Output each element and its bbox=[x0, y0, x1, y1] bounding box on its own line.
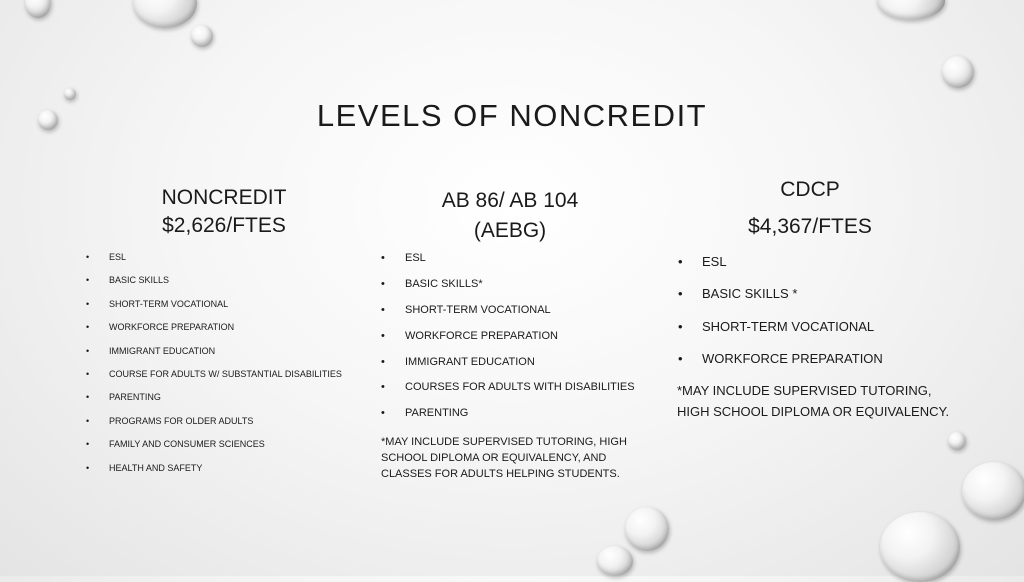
list-item-label: IMMIGRANT EDUCATION bbox=[405, 355, 535, 368]
water-drop-decoration bbox=[948, 432, 966, 450]
list-item-label: FAMILY AND CONSUMER SCIENCES bbox=[109, 439, 265, 450]
bullet-icon: • bbox=[678, 286, 683, 302]
cdcp-heading: CDCP bbox=[780, 178, 840, 201]
bullet-icon: • bbox=[381, 407, 385, 420]
list-item-label: WORKFORCE PREPARATION bbox=[109, 322, 235, 333]
list-item-label: PARENTING bbox=[405, 407, 469, 420]
bullet-icon: • bbox=[86, 392, 90, 403]
aebg-heading bbox=[405, 186, 615, 246]
bullet-icon: • bbox=[86, 345, 90, 356]
noncredit-list bbox=[84, 252, 384, 486]
bullet-icon: • bbox=[678, 350, 683, 366]
heading-line: NONCREDIT bbox=[161, 186, 287, 209]
list-item bbox=[84, 439, 384, 462]
list-item bbox=[365, 304, 645, 330]
cdcp-rate: $4,367/FTES bbox=[748, 215, 872, 238]
list-item-label: ESL bbox=[109, 252, 127, 262]
list-item-label: WORKFORCE PREPARATION bbox=[405, 329, 558, 342]
list-item bbox=[365, 356, 645, 382]
list-item-label: PARENTING bbox=[109, 392, 161, 403]
aebg-list bbox=[365, 252, 645, 433]
aebg-footnote: *MAY INCLUDE SUPERVISED TUTORING, HIGH SCHOOL DIPLOMA OR EQUIVALENCY, AND CLASSES FOR ADULTS HELPING STUDENTS. bbox=[381, 436, 627, 480]
bullet-icon: • bbox=[381, 252, 385, 264]
list-item-label: IMMIGRANT EDUCATION bbox=[109, 345, 216, 356]
bullet-icon: • bbox=[381, 355, 385, 368]
bullet-icon: • bbox=[381, 329, 385, 342]
list-item-label: ESL bbox=[405, 252, 426, 264]
list-item-label: WORKFORCE PREPARATION bbox=[702, 350, 883, 366]
list-item-label: BASIC SKILLS * bbox=[702, 286, 798, 302]
list-item bbox=[84, 299, 384, 322]
water-drop-decoration bbox=[25, 0, 51, 18]
bullet-icon: • bbox=[381, 277, 385, 290]
water-drop-decoration bbox=[597, 546, 633, 576]
list-item bbox=[365, 330, 645, 356]
list-item-label: BASIC SKILLS bbox=[109, 275, 170, 286]
bullet-icon: • bbox=[86, 368, 90, 379]
bullet-icon: • bbox=[86, 275, 90, 286]
water-drop-decoration bbox=[191, 25, 213, 47]
list-item-label: ESL bbox=[702, 254, 727, 269]
bullet-icon: • bbox=[678, 254, 683, 269]
heading-line: (AEBG) bbox=[473, 219, 547, 242]
bullet-icon: • bbox=[678, 318, 683, 334]
bullet-icon: • bbox=[86, 439, 90, 450]
list-item bbox=[84, 252, 384, 275]
list-item bbox=[84, 416, 384, 439]
water-drop-decoration bbox=[962, 462, 1024, 520]
bullet-icon: • bbox=[86, 415, 90, 426]
list-item bbox=[84, 346, 384, 369]
list-item bbox=[365, 381, 645, 407]
water-drop-decoration bbox=[877, 0, 945, 20]
heading-line: $2,626/FTES bbox=[162, 214, 286, 237]
list-item bbox=[660, 254, 960, 286]
water-drop-decoration bbox=[625, 507, 669, 551]
list-item-label: HEALTH AND SAFETY bbox=[109, 462, 203, 473]
list-item bbox=[660, 286, 960, 318]
list-item-label: SHORT-TERM VOCATIONAL bbox=[702, 318, 875, 334]
list-item-label: PROGRAMS FOR OLDER ADULTS bbox=[109, 415, 254, 426]
list-item bbox=[365, 278, 645, 304]
water-drop-decoration bbox=[942, 56, 974, 88]
list-item bbox=[84, 392, 384, 415]
list-item bbox=[84, 463, 384, 486]
list-item bbox=[660, 319, 960, 351]
bullet-icon: • bbox=[86, 462, 90, 473]
list-item-label: COURSE FOR ADULTS W/ SUBSTANTIAL DISABILITIES bbox=[109, 368, 342, 379]
slide-title: LEVELS OF NONCREDIT bbox=[316, 98, 708, 133]
list-item bbox=[365, 252, 645, 278]
list-item-label: SHORT-TERM VOCATIONAL bbox=[109, 298, 229, 309]
cdcp-footnote: *MAY INCLUDE SUPERVISED TUTORING, HIGH SCHOOL DIPLOMA OR EQUIVALENCY. bbox=[677, 383, 950, 419]
list-item bbox=[84, 322, 384, 345]
bullet-icon: • bbox=[86, 252, 90, 262]
list-item bbox=[84, 369, 384, 392]
cdcp-list bbox=[660, 254, 960, 383]
list-item-label: COURSES FOR ADULTS WITH DISABILITIES bbox=[405, 381, 635, 394]
list-item bbox=[660, 351, 960, 383]
water-drop-decoration bbox=[133, 0, 197, 28]
bullet-icon: • bbox=[86, 298, 90, 309]
water-drop-decoration bbox=[880, 512, 960, 582]
heading-line: AB 86/ AB 104 bbox=[441, 189, 579, 212]
list-item bbox=[84, 275, 384, 298]
list-item bbox=[365, 407, 645, 433]
bullet-icon: • bbox=[381, 303, 385, 316]
bullet-icon: • bbox=[86, 322, 90, 333]
noncredit-heading bbox=[114, 184, 334, 240]
list-item-label: SHORT-TERM VOCATIONAL bbox=[405, 303, 551, 316]
bullet-icon: • bbox=[381, 381, 385, 394]
list-item-label: BASIC SKILLS* bbox=[405, 277, 483, 290]
